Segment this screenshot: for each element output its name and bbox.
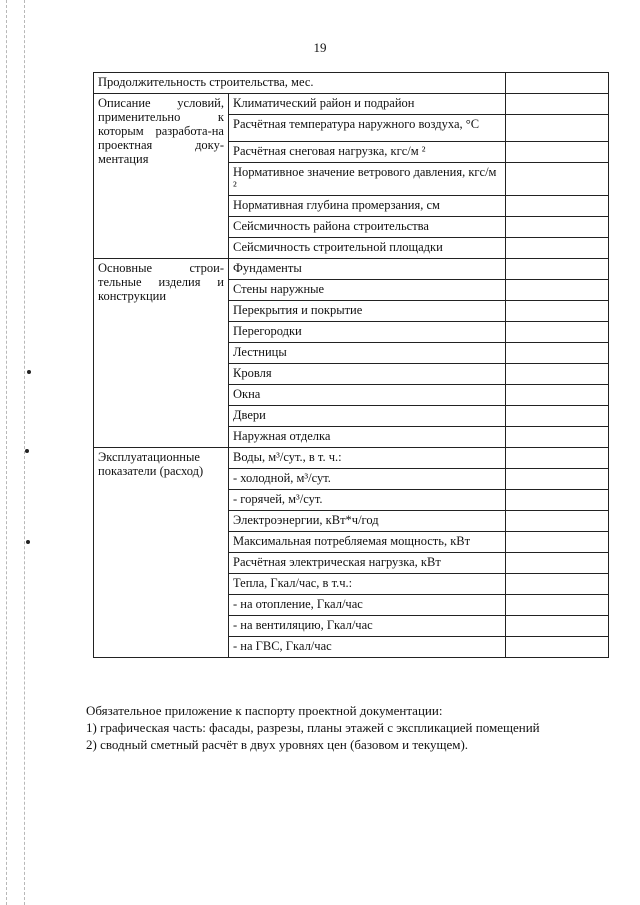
value-cell bbox=[506, 73, 609, 94]
row-label: Перекрытия и покрытие bbox=[229, 301, 506, 322]
value-cell bbox=[506, 217, 609, 238]
value-cell bbox=[506, 511, 609, 532]
note-item: 1) графическая часть: фасады, разрезы, планы этажей с экспликацией помещений bbox=[86, 720, 540, 735]
row-label: Сейсмичность строительной площадки bbox=[229, 238, 506, 259]
value-cell bbox=[506, 259, 609, 280]
row-label: Сейсмичность района строительства bbox=[229, 217, 506, 238]
row-label: Кровля bbox=[229, 364, 506, 385]
notes-block bbox=[86, 702, 616, 753]
value-cell bbox=[506, 142, 609, 163]
row-label: Расчётная электрическая нагрузка, кВт bbox=[229, 553, 506, 574]
row-label: Расчётная температура наружного воздуха, °С bbox=[229, 115, 506, 142]
table-row bbox=[94, 94, 609, 115]
value-cell bbox=[506, 574, 609, 595]
row-label: - на ГВС, Гкал/час bbox=[229, 637, 506, 658]
value-cell bbox=[506, 343, 609, 364]
section-title: Основные строи-тельные изделия и конструкции bbox=[94, 259, 229, 448]
value-cell bbox=[506, 196, 609, 217]
row-label: Нормативное значение ветрового давления, кгс/м ² bbox=[229, 163, 506, 196]
value-cell bbox=[506, 406, 609, 427]
row-label: - холодной, м³/сут. bbox=[229, 469, 506, 490]
value-cell bbox=[506, 595, 609, 616]
row-label: Электроэнергии, кВт*ч/год bbox=[229, 511, 506, 532]
table-row bbox=[94, 448, 609, 469]
note-item: 2) сводный сметный расчёт в двух уровнях цен (базовом и текущем). bbox=[86, 737, 469, 752]
row-label: Климатический район и подрайон bbox=[229, 94, 506, 115]
row-label: Двери bbox=[229, 406, 506, 427]
row-label: Максимальная потребляемая мощность, кВт bbox=[229, 532, 506, 553]
value-cell bbox=[506, 532, 609, 553]
value-cell bbox=[506, 163, 609, 196]
value-cell bbox=[506, 490, 609, 511]
row-label: Воды, м³/сут., в т. ч.: bbox=[229, 448, 506, 469]
scan-edge-line-left bbox=[6, 0, 7, 905]
row-label: Фундаменты bbox=[229, 259, 506, 280]
project-passport-table bbox=[93, 72, 609, 658]
value-cell bbox=[506, 448, 609, 469]
value-cell bbox=[506, 115, 609, 142]
scan-mark bbox=[25, 449, 29, 453]
row-label: - на отопление, Гкал/час bbox=[229, 595, 506, 616]
table-row bbox=[94, 73, 609, 94]
value-cell bbox=[506, 280, 609, 301]
row-label: Наружная отделка bbox=[229, 427, 506, 448]
value-cell bbox=[506, 238, 609, 259]
row-label: Нормативная глубина промерзания, см bbox=[229, 196, 506, 217]
section-title: Эксплуатационные показатели (расход) bbox=[94, 448, 229, 658]
value-cell bbox=[506, 637, 609, 658]
row-label: Перегородки bbox=[229, 322, 506, 343]
notes-heading: Обязательное приложение к паспорту проектной документации: bbox=[86, 703, 443, 718]
row-label: Тепла, Гкал/час, в т.ч.: bbox=[229, 574, 506, 595]
value-cell bbox=[506, 94, 609, 115]
scan-mark bbox=[27, 370, 31, 374]
value-cell bbox=[506, 616, 609, 637]
row-label: Лестницы bbox=[229, 343, 506, 364]
value-cell bbox=[506, 301, 609, 322]
value-cell bbox=[506, 553, 609, 574]
row-label: - на вентиляцию, Гкал/час bbox=[229, 616, 506, 637]
construction-duration-label: Продолжительность строительства, мес. bbox=[94, 73, 506, 94]
value-cell bbox=[506, 385, 609, 406]
section-title: Описание условий, применительно к которым разработа-на проектная доку-ментация bbox=[94, 94, 229, 259]
row-label: Расчётная снеговая нагрузка, кгс/м ² bbox=[229, 142, 506, 163]
value-cell bbox=[506, 469, 609, 490]
row-label: - горячей, м³/сут. bbox=[229, 490, 506, 511]
value-cell bbox=[506, 427, 609, 448]
value-cell bbox=[506, 322, 609, 343]
row-label: Стены наружные bbox=[229, 280, 506, 301]
value-cell bbox=[506, 364, 609, 385]
page-number: 19 bbox=[313, 40, 327, 55]
table-row bbox=[94, 259, 609, 280]
scan-mark bbox=[26, 540, 30, 544]
row-label: Окна bbox=[229, 385, 506, 406]
